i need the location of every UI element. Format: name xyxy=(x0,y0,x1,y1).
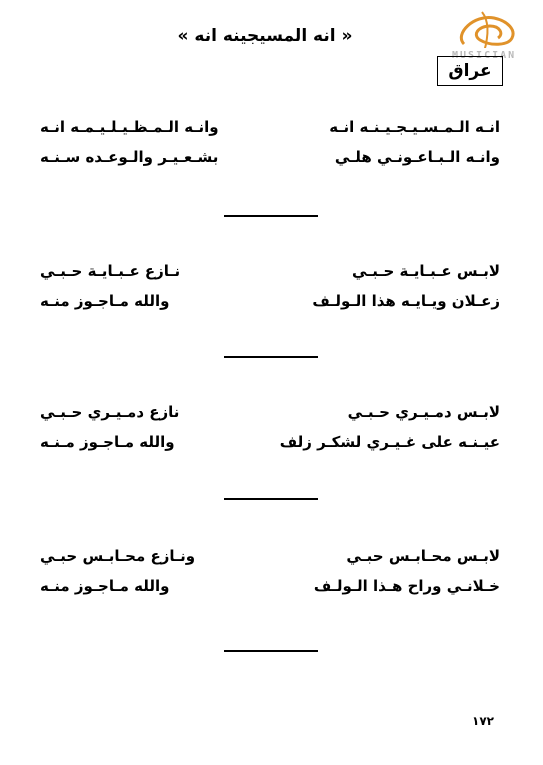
first-hemistich: لابـس محـابـس حبـي xyxy=(346,547,500,565)
second-hemistich: والله مـاجـوز منـه xyxy=(40,577,170,595)
stanza-4 xyxy=(40,547,500,607)
first-hemistich: زعـلان ويـايـه هذا الـولـف xyxy=(312,292,500,310)
page-number: ١٧٢ xyxy=(472,714,494,728)
song-title: « انه المسيجينه انه » xyxy=(177,26,353,46)
verse-line xyxy=(40,292,500,322)
first-hemistich: لابـس دمـيـري حـبـي xyxy=(347,403,500,421)
verse-line xyxy=(40,148,500,178)
second-hemistich: نازع دمـيـري حـبـي xyxy=(40,403,180,421)
first-hemistich: خـلانـي وراح هـذا الـولـف xyxy=(313,577,500,595)
first-hemistich: لابـس عـبـايـة حـبـي xyxy=(351,262,500,280)
second-hemistich: بشـعـيـر والـوعـده سـنـه xyxy=(40,148,219,166)
second-hemistich: والله مـاجـوز مـنـه xyxy=(40,433,175,451)
stanza-divider xyxy=(224,498,318,500)
logo-text: MUSICIAN xyxy=(452,50,517,61)
first-hemistich: عيـنـه على غـيـري لشكـر زلف xyxy=(279,433,500,451)
verse-line xyxy=(40,577,500,607)
stanza-divider xyxy=(224,356,318,358)
stanza-2 xyxy=(40,262,500,322)
stanza-3 xyxy=(40,403,500,463)
second-hemistich: نـازع عـبـايـة حـبـي xyxy=(40,262,181,280)
verse-line xyxy=(40,262,500,292)
stanza-divider xyxy=(224,650,318,652)
verse-line xyxy=(40,547,500,577)
second-hemistich: وانـه الـمـظـيـلـيـمـه انـه xyxy=(40,118,219,136)
musician-logo xyxy=(444,4,540,62)
stanza-1 xyxy=(40,118,500,178)
first-hemistich: انـه الـمـسـيـجـيـنـه انـه xyxy=(329,118,500,136)
verse-line xyxy=(40,118,500,148)
region-label: عراق xyxy=(437,56,503,86)
second-hemistich: والله مـاجـوز منـه xyxy=(40,292,170,310)
first-hemistich: وانـه الـبـاعـونـي هلـي xyxy=(334,148,500,166)
stanza-divider xyxy=(224,215,318,217)
verse-line xyxy=(40,433,500,463)
second-hemistich: ونـازع محـابـس حبـي xyxy=(40,547,196,565)
verse-line xyxy=(40,403,500,433)
